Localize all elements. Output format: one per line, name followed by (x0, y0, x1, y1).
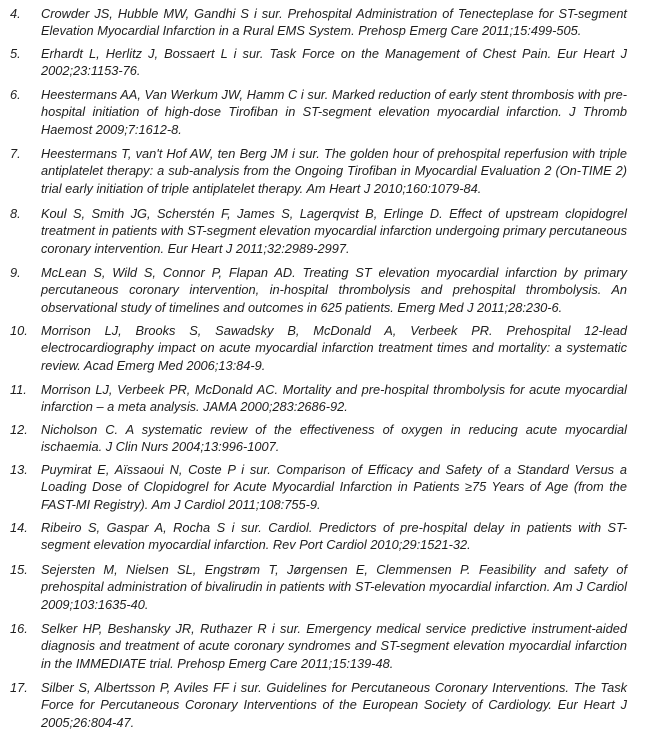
reference-text: Erhardt L, Herlitz J, Bossaert L i sur. Task Force on the Management of Chest Pain. Eur Heart J 2002;23:1153-76. (41, 46, 627, 79)
reference-text: McLean S, Wild S, Connor P, Flapan AD. Treating ST elevation myocardial infarction by primary percutaneous coronary intervention, in-hospital thrombolysis and prehospital thrombolysis. An observational study of timelines and outcomes in 625 patients. Emerg Med J 2011;28:230-6. (41, 265, 627, 315)
reference-number: 12. (10, 422, 28, 437)
reference-text: Heestermans T, van't Hof AW, ten Berg JM i sur. The golden hour of prehospital reperfusion with triple antiplatelet therapy: a sub-analysis from the Ongoing Tirofiban in Myocardial Evaluation 2 (On-TIME 2) trial early initiation of triple antiplatelet therapy. Am Heart J 2010;160:1079-84. (41, 146, 627, 196)
reference-number: 17. (10, 680, 28, 695)
reference-text: Selker HP, Beshansky JR, Ruthazer R i sur. Emergency medical service predictive instrument-aided diagnosis and treatment of acute coronary syndromes and ST-segment elevation myocardial infarction in the IMMEDIATE trial. Prehosp Emerg Care 2011;15:139-48. (41, 621, 627, 671)
reference-text: Sejersten M, Nielsen SL, Engstrøm T, Jørgensen E, Clemmensen P. Feasibility and safety of prehospital administration of bivalirudin in patients with ST-elevation myocardial infarction. Am J Cardiol 2009;103:1635-40. (41, 562, 627, 612)
reference-number: 8. (10, 206, 21, 221)
reference-text: Ribeiro S, Gaspar A, Rocha S i sur. Cardiol. Predictors of pre-hospital delay in patients with ST-segment elevation myocardial infarction. Rev Port Cardiol 2010;29:1521-32. (41, 520, 627, 553)
reference-number: 5. (10, 46, 21, 61)
reference-number: 13. (10, 462, 28, 477)
reference-text: Koul S, Smith JG, Scherstén F, James S, Lagerqvist B, Erlinge D. Effect of upstream clopidogrel treatment in patients with ST-segment elevation myocardial infarction undergoing primary percutaneous coronary intervention. Eur Heart J 2011;32:2989-2997. (41, 206, 627, 256)
reference-number: 6. (10, 87, 21, 102)
reference-text: Silber S, Albertsson P, Aviles FF i sur. Guidelines for Percutaneous Coronary Interventions. The Task Force for Percutaneous Coronary Interventions of the European Society of Cardiology. Eur Heart J 2005;26:804-47. (41, 680, 627, 730)
reference-text: Nicholson C. A systematic review of the effectiveness of oxygen in reducing acute myocardial ischaemia. J Clin Nurs 2004;13:996-1007. (41, 422, 627, 455)
reference-number: 7. (10, 146, 21, 161)
reference-number: 10. (10, 323, 28, 338)
reference-number: 14. (10, 520, 28, 535)
reference-number: 16. (10, 621, 28, 636)
reference-text: Morrison LJ, Verbeek PR, McDonald AC. Mortality and pre-hospital thrombolysis for acute myocardial infarction – a meta analysis. JAMA 2000;283:2686-92. (41, 382, 627, 415)
reference-text: Crowder JS, Hubble MW, Gandhi S i sur. Prehospital Administration of Tenecteplase for ST-segment Elevation Myocardial Infarction in a Rural EMS System. Prehosp Emerg Care 2011;15:499-505. (41, 6, 627, 39)
reference-number: 9. (10, 265, 21, 280)
reference-number: 11. (10, 382, 27, 397)
reference-text: Heestermans AA, Van Werkum JW, Hamm C i sur. Marked reduction of early stent thrombosis with pre-hospital initiation of high-dose Tirofiban in ST-segment elevation myocardial infarction. J Thromb Haemost 2009;7:1612-8. (41, 87, 627, 137)
reference-text: Morrison LJ, Brooks S, Sawadsky B, McDonald A, Verbeek PR. Prehospital 12-lead electrocardiography impact on acute myocardial infarction treatment times and mortality: a systematic review. Acad Emerg Med 2006;13:84-9. (41, 323, 627, 373)
reference-number: 15. (10, 562, 28, 577)
reference-text: Puymirat E, Aïssaoui N, Coste P i sur. Comparison of Efficacy and Safety of a Standard Versus a Loading Dose of Clopidogrel for Acute Myocardial Infarction in Patients ≥75 Years of Age (from the FAST-MI Registry). Am J Cardiol 2011;108:755-9. (41, 462, 627, 512)
reference-number: 4. (10, 6, 21, 21)
